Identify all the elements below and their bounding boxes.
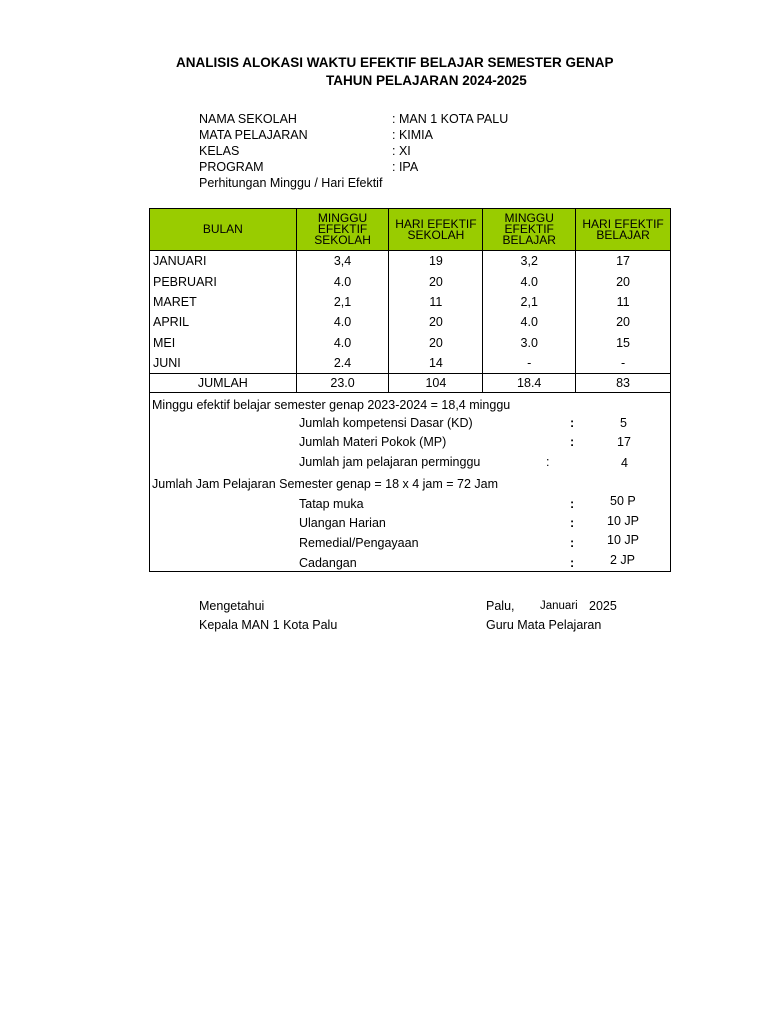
table-row: [150, 271, 671, 291]
minggu-efektif-note: Minggu efektif belajar semester genap 2023-2024 = 18,4 minggu: [152, 398, 511, 412]
cell-bulan: MARET: [150, 292, 297, 312]
cell-heb: 20: [576, 271, 671, 291]
signature-mengetahui: Mengetahui: [199, 599, 265, 613]
cell-meb: 3,2: [483, 251, 576, 272]
signature-place: Palu,: [486, 599, 515, 613]
kd-label: Jumlah kompetensi Dasar (KD): [299, 416, 473, 430]
signature-kepala: Kepala MAN 1 Kota Palu: [199, 618, 338, 632]
page-title-line2: TAHUN PELAJARAN 2024-2025: [326, 73, 527, 88]
notes-box: [149, 393, 671, 572]
cell-meb: -: [483, 353, 576, 374]
table-subtitle: Perhitungan Minggu / Hari Efektif: [199, 176, 383, 190]
header-bulan: BULAN: [150, 209, 297, 251]
mp-value: 17: [617, 435, 631, 449]
cell-heb: 17: [576, 251, 671, 272]
ulangan-colon: :: [570, 516, 575, 530]
total-heb: 83: [576, 374, 671, 393]
kd-value: 5: [620, 416, 627, 430]
info-value-subject: : KIMIA: [392, 128, 433, 142]
table-row: [150, 333, 671, 353]
info-label-class: KELAS: [199, 144, 240, 158]
tatap-muka-value: 50 P: [610, 494, 636, 508]
cell-heb: 15: [576, 333, 671, 353]
info-value-class: : XI: [392, 144, 411, 158]
info-label-school: NAMA SEKOLAH: [199, 112, 297, 126]
table-header-row: [150, 209, 671, 251]
cell-bulan: JUNI: [150, 353, 297, 374]
table-total-row: [150, 374, 671, 393]
cell-heb: 20: [576, 312, 671, 332]
cell-bulan: PEBRUARI: [150, 271, 297, 291]
cell-mes: 2.4: [296, 353, 389, 374]
cell-mes: 3,4: [296, 251, 389, 272]
mp-label: Jumlah Materi Pokok (MP): [299, 435, 447, 449]
jp-colon: :: [546, 455, 550, 469]
cell-hes: 20: [389, 312, 483, 332]
signature-year: 2025: [589, 599, 617, 613]
ulangan-label: Ulangan Harian: [299, 516, 386, 530]
cell-bulan: APRIL: [150, 312, 297, 332]
cell-meb: 2,1: [483, 292, 576, 312]
table-row: [150, 251, 671, 272]
cell-heb: -: [576, 353, 671, 374]
effective-time-table: [149, 208, 671, 393]
jam-semester-note: Jumlah Jam Pelajaran Semester genap = 18 x 4 jam = 72 Jam: [152, 477, 499, 491]
cadangan-label: Cadangan: [299, 556, 357, 570]
cell-mes: 4.0: [296, 312, 389, 332]
cell-hes: 14: [389, 353, 483, 374]
remedial-value: 10 JP: [607, 533, 639, 547]
header-minggu-efektif-sekolah: MINGGU EFEKTIF SEKOLAH: [296, 209, 389, 251]
cell-hes: 11: [389, 292, 483, 312]
jp-value: 4: [621, 456, 628, 470]
cell-mes: 4.0: [296, 333, 389, 353]
cell-meb: 3.0: [483, 333, 576, 353]
cell-bulan: MEI: [150, 333, 297, 353]
cell-meb: 4.0: [483, 271, 576, 291]
cell-hes: 20: [389, 271, 483, 291]
table-row: [150, 292, 671, 312]
cell-hes: 19: [389, 251, 483, 272]
table-row: [150, 353, 671, 374]
info-value-program: : IPA: [392, 160, 419, 174]
cell-meb: 4.0: [483, 312, 576, 332]
cell-mes: 4.0: [296, 271, 389, 291]
total-meb: 18.4: [483, 374, 576, 393]
info-label-subject: MATA PELAJARAN: [199, 128, 308, 142]
table-row: [150, 312, 671, 332]
cell-hes: 20: [389, 333, 483, 353]
mp-colon: :: [570, 435, 575, 449]
info-label-program: PROGRAM: [199, 160, 264, 174]
info-value-school: : MAN 1 KOTA PALU: [392, 112, 509, 126]
jp-label: Jumlah jam pelajaran perminggu: [299, 455, 481, 469]
cell-mes: 2,1: [296, 292, 389, 312]
header-minggu-efektif-belajar: MINGGU EFEKTIF BELAJAR: [483, 209, 576, 251]
kd-colon: :: [570, 416, 575, 430]
tatap-muka-colon: :: [570, 497, 575, 511]
remedial-label: Remedial/Pengayaan: [299, 536, 419, 550]
cell-heb: 11: [576, 292, 671, 312]
tatap-muka-label: Tatap muka: [299, 497, 364, 511]
header-hari-efektif-belajar: HARI EFEKTIF BELAJAR: [576, 209, 671, 251]
header-hari-efektif-sekolah: HARI EFEKTIF SEKOLAH: [389, 209, 483, 251]
cell-bulan: JANUARI: [150, 251, 297, 272]
total-hes: 104: [389, 374, 483, 393]
cadangan-colon: :: [570, 556, 575, 570]
ulangan-value: 10 JP: [607, 514, 639, 528]
signature-guru: Guru Mata Pelajaran: [486, 618, 602, 632]
total-mes: 23.0: [296, 374, 389, 393]
remedial-colon: :: [570, 536, 575, 550]
page-title-line1: ANALISIS ALOKASI WAKTU EFEKTIF BELAJAR SEMESTER GENAP: [176, 55, 614, 70]
total-label: JUMLAH: [150, 374, 297, 393]
cadangan-value: 2 JP: [610, 553, 636, 567]
signature-month: Januari: [540, 600, 578, 612]
